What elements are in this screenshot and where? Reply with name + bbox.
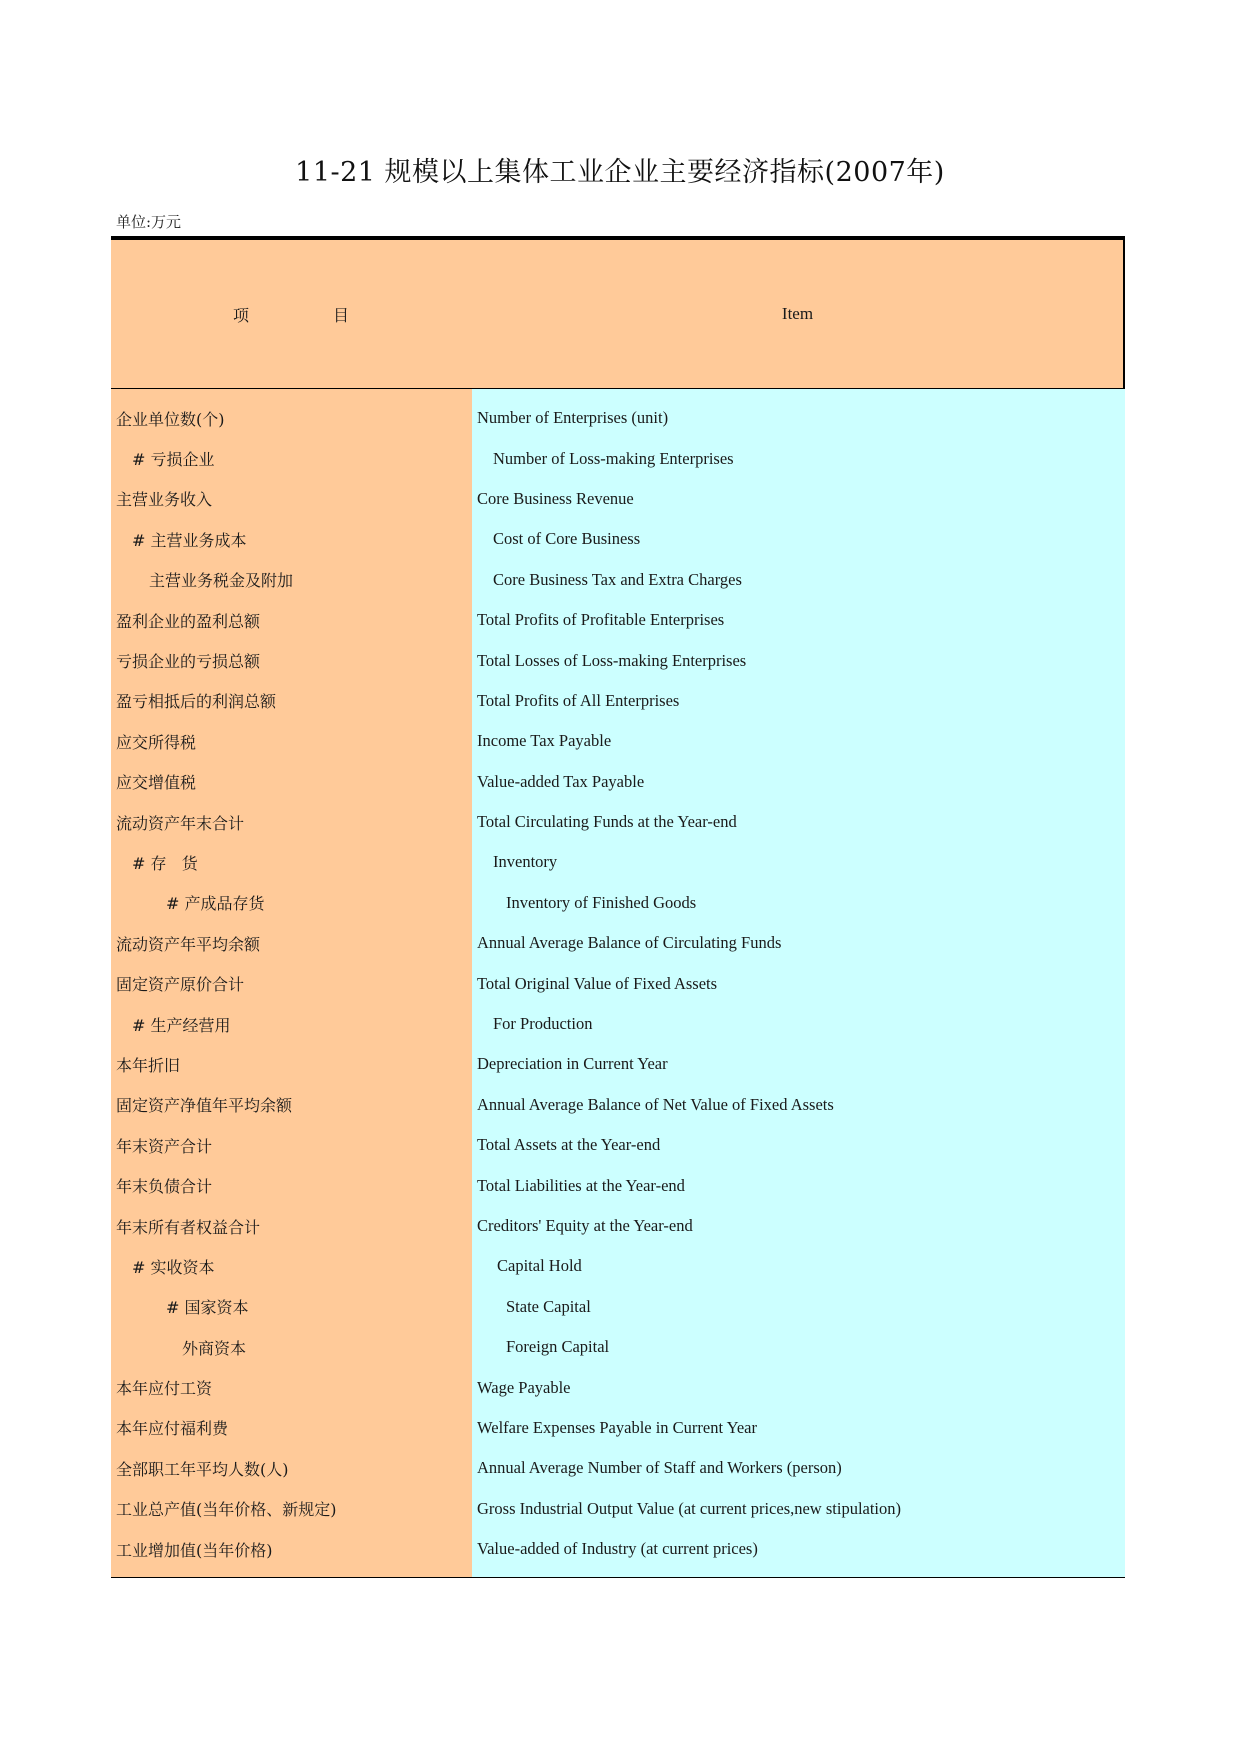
table-row-cn: 企业单位数(个) <box>116 409 225 429</box>
table-row-cn: 外商资本 <box>182 1338 247 1358</box>
table-row-cn: # 实收资本 <box>132 1257 215 1277</box>
table-row-en: Capital Hold <box>497 1256 582 1276</box>
table-row-en: Cost of Core Business <box>493 529 641 549</box>
header-cn-char1: 项 <box>232 305 249 325</box>
table-row-cn: # 生产经营用 <box>132 1015 231 1035</box>
table-row-en: Total Profits of All Enterprises <box>477 690 680 710</box>
table-row-en: Welfare Expenses Payable in Current Year <box>477 1417 758 1437</box>
table-row-cn: 年末资产合计 <box>116 1136 213 1156</box>
table-row-en: For Production <box>493 1014 593 1034</box>
table-row-en: Gross Industrial Output Value (at current prices,new stipulation) <box>477 1498 902 1518</box>
table-row-cn: # 产成品存货 <box>166 894 265 914</box>
table-row-cn: 亏损企业的亏损总额 <box>116 652 261 672</box>
table-row-cn: 年末所有者权益合计 <box>116 1217 261 1237</box>
en-column <box>472 389 1125 1577</box>
table-row-en: Total Circulating Funds at the Year-end <box>477 812 737 832</box>
table-row-en: Total Liabilities at the Year-end <box>477 1175 685 1195</box>
table-body <box>111 389 1125 1578</box>
cn-column <box>111 389 472 1577</box>
table-row-en: Inventory <box>493 852 558 872</box>
table-row-cn: 应交所得税 <box>116 732 197 752</box>
table-row-en: Value-added Tax Payable <box>477 771 645 791</box>
table-row-cn: 工业总产值(当年价格、新规定) <box>116 1500 337 1520</box>
table-row-en: Total Profits of Profitable Enterprises <box>477 610 725 630</box>
table-row-cn: # 存 货 <box>132 853 198 873</box>
table-row-en: Foreign Capital <box>506 1337 610 1357</box>
table-row-en: Annual Average Number of Staff and Workers (person) <box>477 1458 842 1478</box>
page-title: 11-21 规模以上集体工业企业主要经济指标(2007年) <box>295 157 945 188</box>
table-row-en: Annual Average Balance of Circulating Funds <box>477 933 782 953</box>
unit-label: 单位:万元 <box>116 213 182 231</box>
table-row-en: Depreciation in Current Year <box>477 1054 668 1074</box>
table-row-cn: 固定资产原价合计 <box>116 975 245 995</box>
table-row-cn: 本年应付福利费 <box>116 1419 229 1439</box>
table-row-en: Wage Payable <box>477 1377 571 1397</box>
table-row-en: Annual Average Balance of Net Value of Fixed Assets <box>477 1094 834 1114</box>
table-row-en: Number of Loss-making Enterprises <box>493 448 734 468</box>
table-row-cn: 盈亏相抵后的利润总额 <box>116 692 277 712</box>
table-row-cn: 本年应付工资 <box>116 1379 213 1399</box>
table-row-en: Total Losses of Loss-making Enterprises <box>477 650 747 670</box>
table-row-cn: 主营业务税金及附加 <box>149 571 294 591</box>
table-row-cn: 工业增加值(当年价格) <box>116 1540 273 1560</box>
header-en: Item <box>781 304 814 323</box>
header-cn-char2: 目 <box>333 305 350 325</box>
table-row-en: Creditors' Equity at the Year-end <box>477 1216 693 1235</box>
table-row-en: Core Business Revenue <box>477 488 634 508</box>
table-row-cn: # 主营业务成本 <box>132 530 247 550</box>
table-header <box>111 236 1125 389</box>
table-row-en: Number of Enterprises (unit) <box>477 408 669 428</box>
table-row-en: Income Tax Payable <box>477 731 612 751</box>
table-row-cn: 流动资产年平均余额 <box>116 934 261 954</box>
table-row-en: Total Original Value of Fixed Assets <box>477 973 718 993</box>
table-row-cn: 主营业务收入 <box>116 490 213 510</box>
table-row-cn: 盈利企业的盈利总额 <box>116 611 261 631</box>
header-cn <box>111 240 471 388</box>
table-row-cn: 应交增值税 <box>116 773 197 793</box>
table-row-cn: 本年折旧 <box>116 1055 181 1075</box>
table-row-cn: # 亏损企业 <box>132 450 215 470</box>
table-row-cn: 全部职工年平均人数(人) <box>116 1459 289 1479</box>
table-row-cn: 年末负债合计 <box>116 1177 213 1197</box>
table-row-en: Core Business Tax and Extra Charges <box>493 569 742 589</box>
table-row-cn: 固定资产净值年平均余额 <box>116 1096 293 1116</box>
table-row-en: Total Assets at the Year-end <box>477 1135 661 1155</box>
table-row-en: State Capital <box>506 1296 591 1316</box>
table-row-en: Inventory of Finished Goods <box>506 892 697 912</box>
table-row-cn: # 国家资本 <box>166 1298 249 1318</box>
table-row-en: Value-added of Industry (at current prices) <box>477 1539 758 1559</box>
indicator-table <box>111 236 1125 1578</box>
table-row-cn: 流动资产年末合计 <box>116 813 245 833</box>
